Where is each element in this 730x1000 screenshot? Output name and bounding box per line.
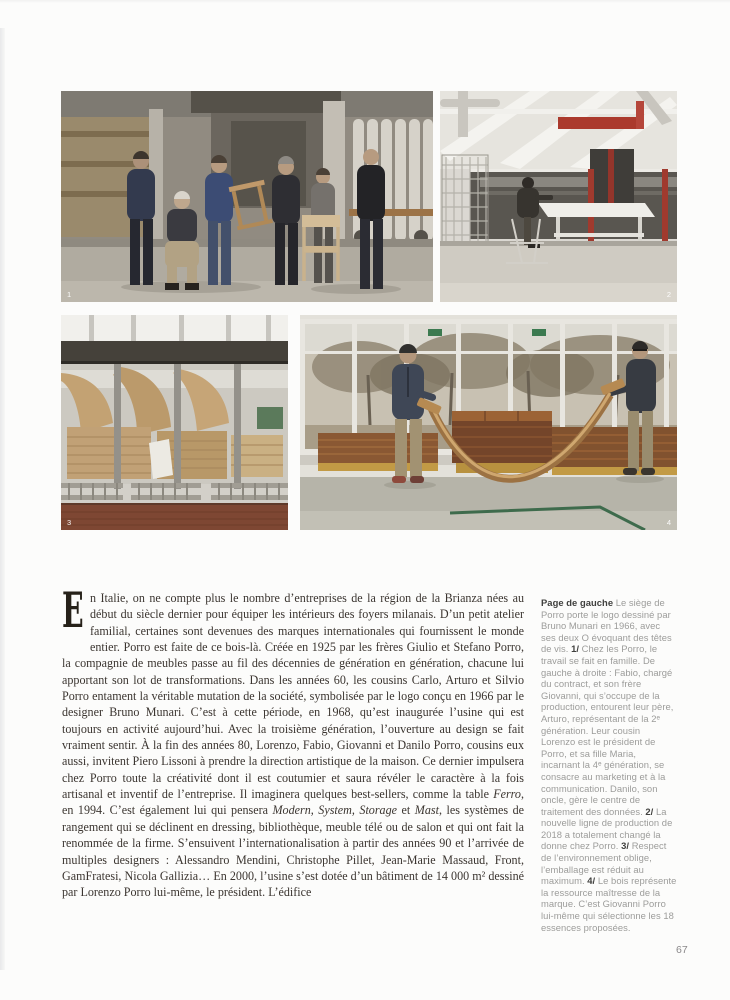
caption-column — [541, 597, 677, 933]
article-paragraph — [62, 581, 524, 901]
text-run: , les systèmes de rangement qui se déclinent en dressing, bibliothèque, meuble télé ou de salon et qui ont fait la renommée de la firme. S’ensuivent l’internationalisation à partir des années 90 et l’arrivée de multiples designers : Alessandro Mendini, Christophe Pillet, Jean-Marie Massaud, Front, GamFratesi, Nicola Gallizia… En 2000, l’usine s’est dotée d’un bâtiment de 14 000 m² dessiné par Lorenzo Porro lui-même, le président. L’édifice — [62, 803, 524, 900]
photo-wood-veneer-flex-image — [300, 315, 677, 530]
drop-cap — [62, 581, 84, 642]
photo-production-line — [440, 91, 677, 302]
photo-number-label: 3 — [67, 517, 72, 527]
caption-label: 1/ — [571, 643, 580, 655]
photo-number-label: 4 — [666, 517, 671, 527]
caption-label: 4/ — [587, 875, 596, 887]
text-run: , en 1994. C’est également lui qui pensera — [62, 787, 524, 818]
text-run: Respect de l’environnement oblige, l’emballage est réduit au maximum. — [541, 840, 667, 887]
text-run: Le siège de Porro porte le logo dessiné par Bruno Munari en 1966, avec ses deux O évoquant des têtes de vis. — [541, 597, 672, 655]
text-run: et — [397, 803, 415, 818]
photo-family-group-portrait — [61, 91, 433, 302]
photo-family-group-portrait-image — [61, 91, 433, 302]
text-run: Modern, System, Storage — [272, 803, 398, 818]
text-run: La nouvelle ligne de production de 2018 a totalement changé la donne chez Porro. — [541, 805, 673, 852]
photo-panels-conveyors — [61, 315, 288, 530]
text-run: Mast — [414, 803, 439, 818]
text-run: Ferro — [493, 787, 521, 802]
text-run: Chez les Porro, le travail se fait en famille. De gauche à droite : Fabio, chargé du contract, et son frère Giovanni, qui s’occupe de la production, entourent leur père, Arturo, représentant de la 2ᵉ génération. Leur cousin Lorenzo est le président de Porro, et sa fille Maria, incarnant la 4ᵉ génération, se consacre au marketing et à la communication. Danilo, son oncle, gère le centre de traitement des données. — [541, 643, 674, 817]
page-edge-shadow-top — [0, 0, 730, 3]
text-run: n Italie, on ne compte plus le nombre d’entreprises de la région de la Brianza nées au début du siècle dernier pour équiper les intérieurs des foyers milanais. D’un petit atelier familial, certaines sont devenues des marques internationales qui fournissent le monde entier. Porro est faite de ce bois-là. Créée en 1925 par les frères Giulio et Stefano Porro, la compagnie de meubles passe au fil des décennies de génération en génération, chacune lui apportant son lot de transformations. Dans les années 60, les cousins Carlo, Arturo et Silvio Porro entament la véritable mutation de la société, symbolisée par le logo conçu en 1966 par le designer Bruno Munari. C’est à cette période, en 1968, qu’est inaugurée l’usine qui est toujours en activité aujourd’hui. Avec la troisième génération, l’ouverture au design se fait vraiment sentir. À la fin des années 80, Lorenzo, Fabio, Giovanni et Danilo Porro, cousins eux aussi, invitent Piero Lissoni à prendre la direction artistique de la maison. Ce dernier impulsera chez Porro toute la créativité dont il est coutumier et saura révéler le caractère à la fois artisanal et inventif de l’entreprise. Il imaginera quelques best-sellers, comme la table — [62, 591, 524, 802]
photo-number-label: 1 — [67, 289, 72, 299]
drop-cap-letter: E — [62, 581, 84, 639]
caption-label: 3/ — [621, 840, 630, 852]
caption-label: Page de gauche — [541, 597, 614, 608]
caption-label: 2/ — [645, 805, 654, 817]
text-run: Le bois représente la ressource maîtresse de la marque. C’est Giovanni Porro lui-même qui sélectionne les 18 essences proposées. — [541, 875, 677, 933]
page-edge-shadow — [0, 28, 5, 970]
photo-panels-conveyors-image — [61, 315, 288, 530]
photo-wood-veneer-flex — [300, 315, 677, 530]
page-number: 67 — [676, 944, 688, 956]
photo-production-line-image — [440, 91, 677, 302]
photo-number-label: 2 — [666, 289, 671, 299]
